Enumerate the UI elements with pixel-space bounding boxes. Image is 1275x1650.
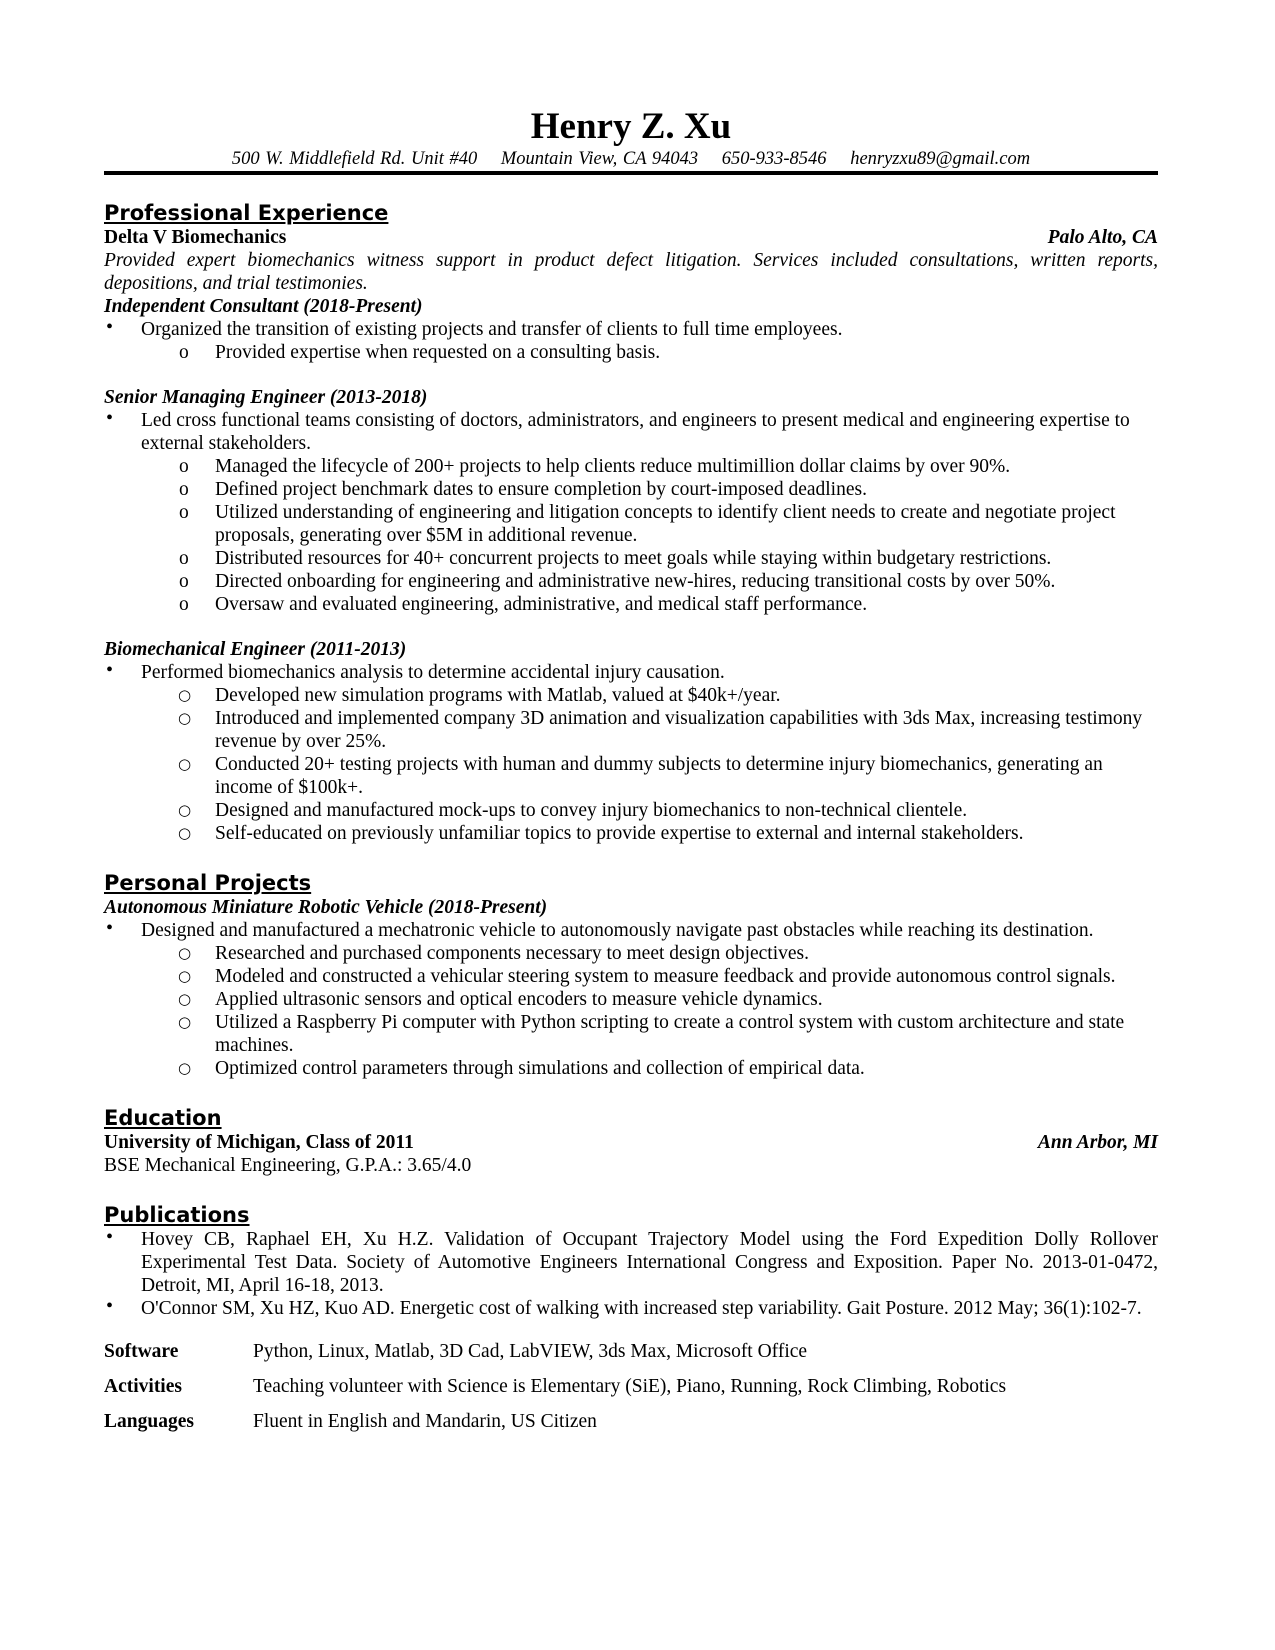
email: henryzxu89@gmail.com [850, 149, 1031, 169]
list-subitem: ○ Conducted 20+ testing projects with human and dummy subjects to determine injury biomechanics, generating an income of $100k+. [104, 753, 1158, 799]
role-bullets [104, 661, 1158, 845]
role-title: Senior Managing Engineer (2013-2018) [104, 387, 428, 408]
skill-value: Python, Linux, Matlab, 3D Cad, LabVIEW, 3ds Max, Microsoft Office [253, 1341, 808, 1362]
role-title: Independent Consultant (2018-Present) [104, 296, 423, 317]
school-location: Ann Arbor, MI [1037, 1132, 1158, 1153]
publication-list [104, 1228, 1158, 1320]
list-subitem: o Directed onboarding for engineering and administrative new-hires, reducing transitional costs by over 50%. [104, 570, 1158, 593]
company-row [104, 226, 1158, 249]
resume-page [104, 100, 1158, 1445]
list-subitem: o Managed the lifecycle of 200+ projects to help clients reduce multimillion dollar claims by over 90%. [104, 455, 1158, 478]
contact-line [104, 148, 1158, 170]
publication-item: • Hovey CB, Raphael EH, Xu H.Z. Validation of Occupant Trajectory Model using the Ford Expedition Dolly Rollover Experimental Test Data. Society of Automotive Engineers International Congress and Exposition. Paper No. 2013-01-0472, Detroit, MI, April 16-18, 2013. [104, 1228, 1158, 1297]
project-title: Autonomous Miniature Robotic Vehicle (2018-Present) [104, 897, 548, 918]
list-item: • Performed biomechanics analysis to determine accidental injury causation. [104, 661, 1158, 684]
skill-value: Teaching volunteer with Science is Elementary (SiE), Piano, Running, Rock Climbing, Robotics [253, 1376, 1007, 1397]
list-item: • Designed and manufactured a mechatronic vehicle to autonomously navigate past obstacles while reaching its destination. [104, 919, 1158, 942]
list-subitem: ○ Designed and manufactured mock-ups to convey injury biomechanics to non-technical clientele. [104, 799, 1158, 822]
role-bullets [104, 409, 1158, 616]
skills-table [104, 1340, 1158, 1433]
publication-item: • O'Connor SM, Xu HZ, Kuo AD. Energetic cost of walking with increased step variability. Gait Posture. 2012 May; 36(1):102-7. [104, 1297, 1158, 1320]
list-item: • Organized the transition of existing projects and transfer of clients to full time employees. [104, 318, 1158, 341]
list-subitem: ○ Self-educated on previously unfamiliar topics to provide expertise to external and internal stakeholders. [104, 822, 1158, 845]
skill-row-software [104, 1340, 1158, 1363]
list-subitem: ○ Developed new simulation programs with Matlab, valued at $40k+/year. [104, 684, 1158, 707]
skill-label: Software [104, 1341, 179, 1362]
list-subitem: ○ Applied ultrasonic sensors and optical encoders to measure vehicle dynamics. [104, 988, 1158, 1011]
list-subitem: o Oversaw and evaluated engineering, administrative, and medical staff performance. [104, 593, 1158, 616]
skill-label: Languages [104, 1411, 194, 1432]
list-subitem: o Provided expertise when requested on a consulting basis. [104, 341, 1158, 364]
list-subitem: ○ Utilized a Raspberry Pi computer with Python scripting to create a control system with custom architecture and state machines. [104, 1011, 1158, 1057]
role-bullets [104, 318, 1158, 364]
list-subitem: o Distributed resources for 40+ concurrent projects to meet goals while staying within budgetary restrictions. [104, 547, 1158, 570]
section-title-education: Education [104, 1106, 222, 1130]
list-subitem: ○ Modeled and constructed a vehicular steering system to measure feedback and provide autonomous control signals. [104, 965, 1158, 988]
school-name: University of Michigan, Class of 2011 [104, 1132, 414, 1153]
phone: 650-933-8546 [721, 149, 827, 169]
skill-row-languages [104, 1410, 1158, 1433]
degree: BSE Mechanical Engineering, G.P.A.: 3.65/4.0 [104, 1155, 472, 1176]
section-title-projects: Personal Projects [104, 871, 312, 895]
company-location: Palo Alto, CA [1047, 227, 1158, 248]
company-description: Provided expert biomechanics witness support in product defect litigation. Services included consultations, written reports, depositions, and trial testimonies. [104, 250, 1158, 294]
list-subitem: o Utilized understanding of engineering and litigation concepts to identify client needs to create and negotiate project proposals, generating over $5M in additional revenue. [104, 501, 1158, 547]
skill-row-activities [104, 1375, 1158, 1398]
city: Mountain View, CA 94043 [500, 149, 699, 169]
header-divider [104, 171, 1158, 175]
list-item: • Led cross functional teams consisting of doctors, administrators, and engineers to present medical and engineering expertise to external stakeholders. [104, 409, 1158, 455]
project-bullets [104, 919, 1158, 1080]
company-name: Delta V Biomechanics [104, 227, 287, 248]
skill-value: Fluent in English and Mandarin, US Citizen [253, 1411, 597, 1432]
role-title: Biomechanical Engineer (2011-2013) [104, 639, 407, 660]
section-title-experience: Professional Experience [104, 201, 389, 225]
skill-label: Activities [104, 1376, 182, 1397]
address: 500 W. Middlefield Rd. Unit #40 [231, 149, 478, 169]
section-title-publications: Publications [104, 1203, 250, 1227]
list-subitem: ○ Researched and purchased components necessary to meet design objectives. [104, 942, 1158, 965]
list-subitem: o Defined project benchmark dates to ensure completion by court-imposed deadlines. [104, 478, 1158, 501]
list-subitem: ○ Optimized control parameters through simulations and collection of empirical data. [104, 1057, 1158, 1080]
candidate-name: Henry Z. Xu [530, 106, 732, 147]
school-row [104, 1131, 1158, 1154]
list-subitem: ○ Introduced and implemented company 3D animation and visualization capabilities with 3ds Max, increasing testimony revenue by over 25%. [104, 707, 1158, 753]
